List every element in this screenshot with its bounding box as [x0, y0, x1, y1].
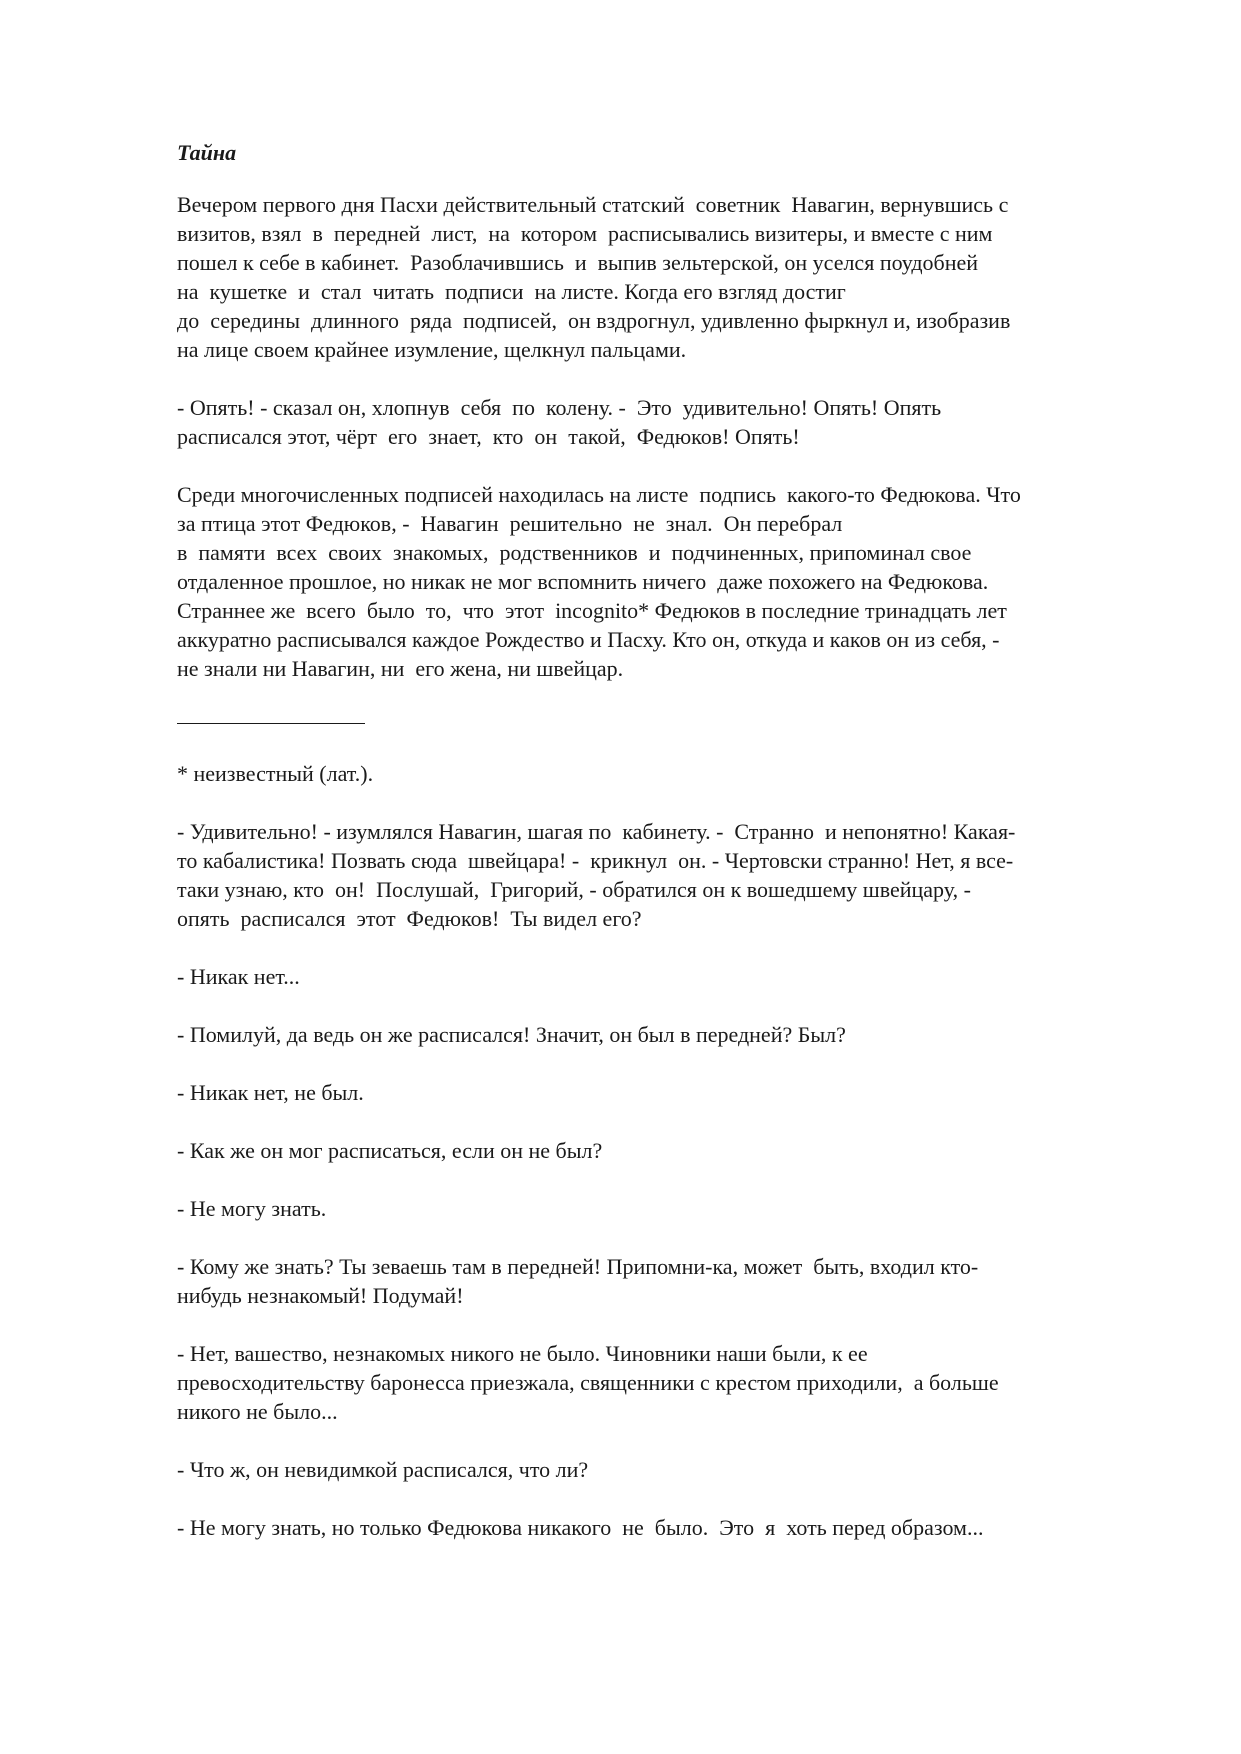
paragraphs-before-footnote [177, 190, 1157, 683]
document-body [177, 138, 1157, 1571]
text-line: - Никак нет, не был. [177, 1080, 364, 1105]
text-line: на лице своем крайнее изумление, щелкнул пальцами. [177, 337, 687, 362]
paragraph [177, 480, 1157, 683]
paragraph [177, 393, 1157, 451]
paragraphs-after-footnote [177, 817, 1157, 1542]
story-title: Тайна [177, 140, 237, 165]
text-line: - Не могу знать, но только Федюкова никакого не было. Это я хоть перед образом... [177, 1515, 984, 1540]
paragraph [177, 1513, 1157, 1542]
paragraph [177, 1020, 1157, 1049]
text-line: Среди многочисленных подписей находилась на листе подпись какого-то Федюкова. Что [177, 482, 1021, 507]
text-line: - Никак нет... [177, 964, 300, 989]
text-line: - Не могу знать. [177, 1196, 327, 1221]
text-line: опять расписался этот Федюков! Ты видел его? [177, 906, 642, 931]
paragraph [177, 1194, 1157, 1223]
text-line: - Кому же знать? Ты зеваешь там в передней! Припомни-ка, может быть, входил кто- [177, 1254, 979, 1279]
paragraph [177, 1252, 1157, 1310]
text-line: на кушетке и стал читать подписи на листе. Когда его взгляд достиг [177, 279, 846, 304]
text-line: - Что ж, он невидимкой расписался, что ли? [177, 1457, 589, 1482]
paragraph [177, 1455, 1157, 1484]
text-line: превосходительству баронесса приезжала, священники с крестом приходили, а больше [177, 1370, 999, 1395]
text-line: - Опять! - сказал он, хлопнув себя по колену. - Это удивительно! Опять! Опять [177, 395, 942, 420]
text-line: до середины длинного ряда подписей, он вздрогнул, удивленно фыркнул и, изобразив [177, 308, 1011, 333]
text-line: - Удивительно! - изумлялся Навагин, шагая по кабинету. - Странно и непонятно! Какая- [177, 819, 1016, 844]
footnote-text: * неизвестный (лат.). [177, 761, 374, 786]
paragraph [177, 962, 1157, 991]
text-line: отдаленное прошлое, но никак не мог вспомнить ничего даже похожего на Федюкова. [177, 569, 989, 594]
text-line: за птица этот Федюков, - Навагин решительно не знал. Он перебрал [177, 511, 843, 536]
text-line: в памяти всех своих знакомых, родственников и подчиненных, припоминал свое [177, 540, 972, 565]
paragraph [177, 817, 1157, 933]
footnote-separator-rule [177, 723, 365, 724]
paragraph [177, 1339, 1157, 1426]
text-line: то кабалистика! Позвать сюда швейцара! - крикнул он. - Чертовски странно! Нет, я все- [177, 848, 1014, 873]
text-line: никого не было... [177, 1399, 338, 1424]
text-line: аккуратно расписывался каждое Рождество и Пасху. Кто он, откуда и каков он из себя, - [177, 627, 1000, 652]
text-line: - Как же он мог расписаться, если он не был? [177, 1138, 603, 1163]
text-line: - Нет, вашество, незнакомых никого не было. Чиновники наши были, к ее [177, 1341, 868, 1366]
footnote [177, 759, 1157, 788]
text-line: Вечером первого дня Пасхи действительный статский советник Навагин, вернувшись с [177, 192, 1009, 217]
text-line: пошел к себе в кабинет. Разоблачившись и выпив зельтерской, он уселся поудобней [177, 250, 979, 275]
text-line: не знали ни Навагин, ни его жена, ни швейцар. [177, 656, 624, 681]
text-line: Страннее же всего было то, что этот incognito* Федюков в последние тринадцать лет [177, 598, 1007, 623]
paragraph [177, 190, 1157, 364]
text-line: расписался этот, чёрт его знает, кто он такой, Федюков! Опять! [177, 424, 800, 449]
text-line: визитов, взял в передней лист, на котором расписывались визитеры, и вместе с ним [177, 221, 993, 246]
text-line: таки узнаю, кто он! Послушай, Григорий, - обратился он к вошедшему швейцару, - [177, 877, 971, 902]
paragraph [177, 1078, 1157, 1107]
text-line: - Помилуй, да ведь он же расписался! Значит, он был в передней? Был? [177, 1022, 846, 1047]
paragraph [177, 1136, 1157, 1165]
text-line: нибудь незнакомый! Подумай! [177, 1283, 464, 1308]
